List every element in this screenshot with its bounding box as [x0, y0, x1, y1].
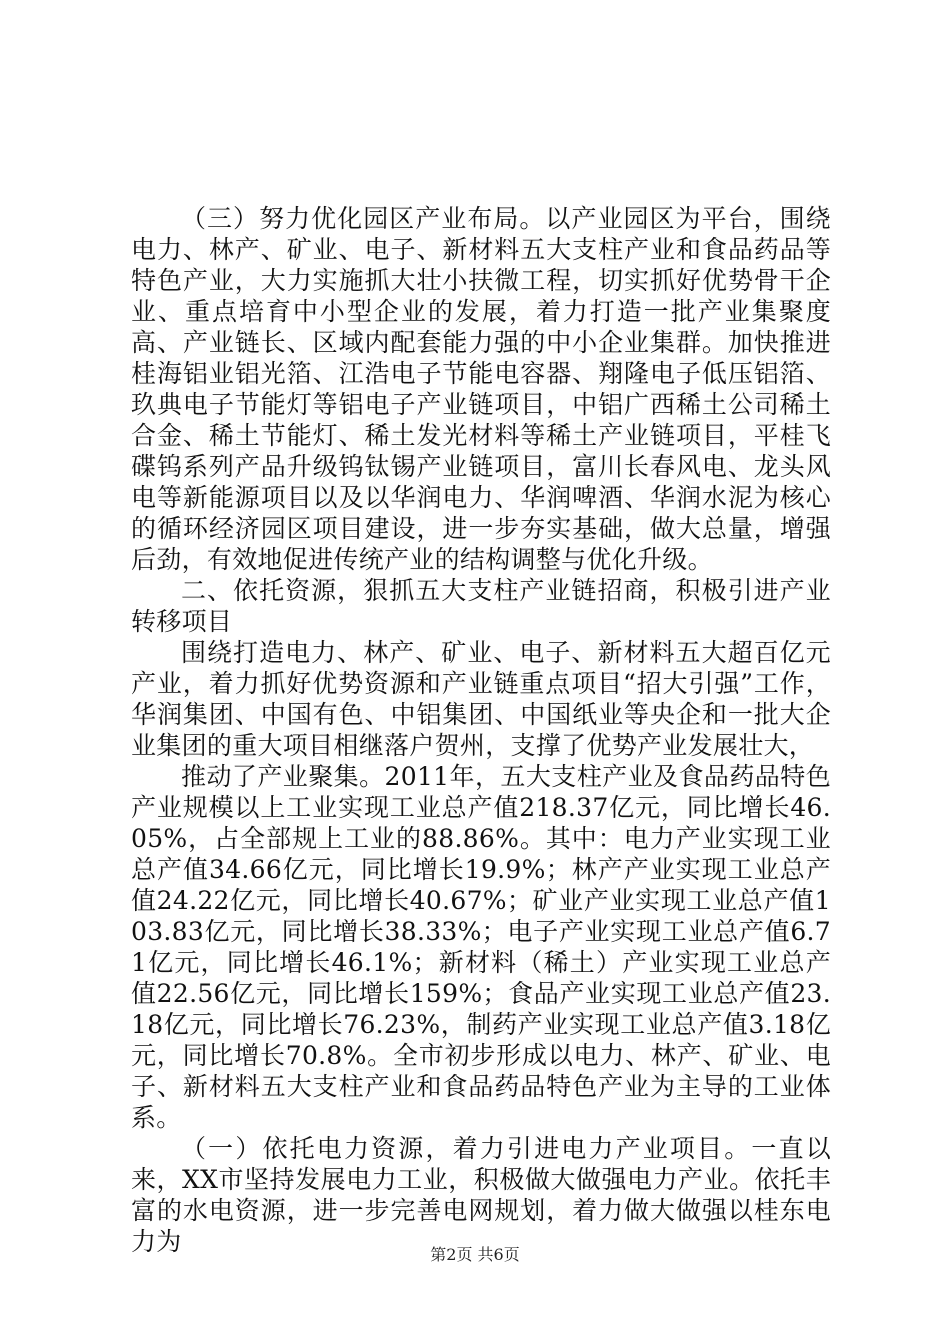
page-number-label: 第2页 共6页 — [430, 1245, 520, 1264]
paragraph-industry-investment: 围绕打造电力、林产、矿业、电子、新材料五大超百亿元产业，着力抓好优势资源和产业链重点项目“招大引强”工作，华润集团、中国有色、中铝集团、中国纸业等央企和一批大企业集团的重大项目相继落户贺州，支撑了优势产业发展壮大， — [131, 638, 831, 760]
paragraph-power-resources: （一）依托电力资源，着力引进电力产业项目。一直以来，XX市坚持发展电力工业，积极做大做强电力产业。依托丰富的水电资源，进一步完善电网规划，着力做大做强以桂东电力为 — [131, 1134, 831, 1256]
page-footer — [0, 1245, 950, 1265]
paragraph-industry-output: 推动了产业聚集。2011年，五大支柱产业及食品药品特色产业规模以上工业实现工业总产值218.37亿元，同比增长46.05%，占全部规上工业的88.86%。其中：电力产业实现工业总产值34.66亿元，同比增长19.9%；林产产业实现工业总产值24.22亿元，同比增长40.67%；矿业产业实现工业总产值103.83亿元，同比增长38.33%；电子产业实现工业总产值6.71亿元，同比增长46.1%；新材料（稀土）产业实现工业总产值22.56亿元，同比增长159%；食品产业实现工业总产值23.18亿元，同比增长76.23%，制药产业实现工业总产值3.18亿元，同比增长70.8%。全市初步形成以电力、林产、矿业、电子、新材料五大支柱产业和食品药品特色产业为主导的工业体系。 — [131, 762, 831, 1132]
heading-section-2: 二、依托资源，狠抓五大支柱产业链招商，积极引进产业转移项目 — [131, 576, 831, 636]
paragraph-section-3-layout: （三）努力优化园区产业布局。以产业园区为平台，围绕电力、林产、矿业、电子、新材料五大支柱产业和食品药品等特色产业，大力实施抓大壮小扶微工程，切实抓好优势骨干企业、重点培育中小型企业的发展，着力打造一批产业集聚度高、产业链长、区域内配套能力强的中小企业集群。加快推进桂海铝业铝光箔、江浩电子节能电容器、翔隆电子低压铝箔、玖典电子节能灯等铝电子产业链项目，中铝广西稀土公司稀土合金、稀土节能灯、稀土发光材料等稀土产业链项目，平桂飞碟钨系列产品升级钨钛锡产业链项目，富川长春风电、龙头风电等新能源项目以及以华润电力、华润啤酒、华润水泥为核心的循环经济园区项目建设，进一步夯实基础，做大总量，增强后劲，有效地促进传统产业的结构调整与优化升级。 — [131, 204, 831, 574]
document-body — [131, 203, 831, 1257]
